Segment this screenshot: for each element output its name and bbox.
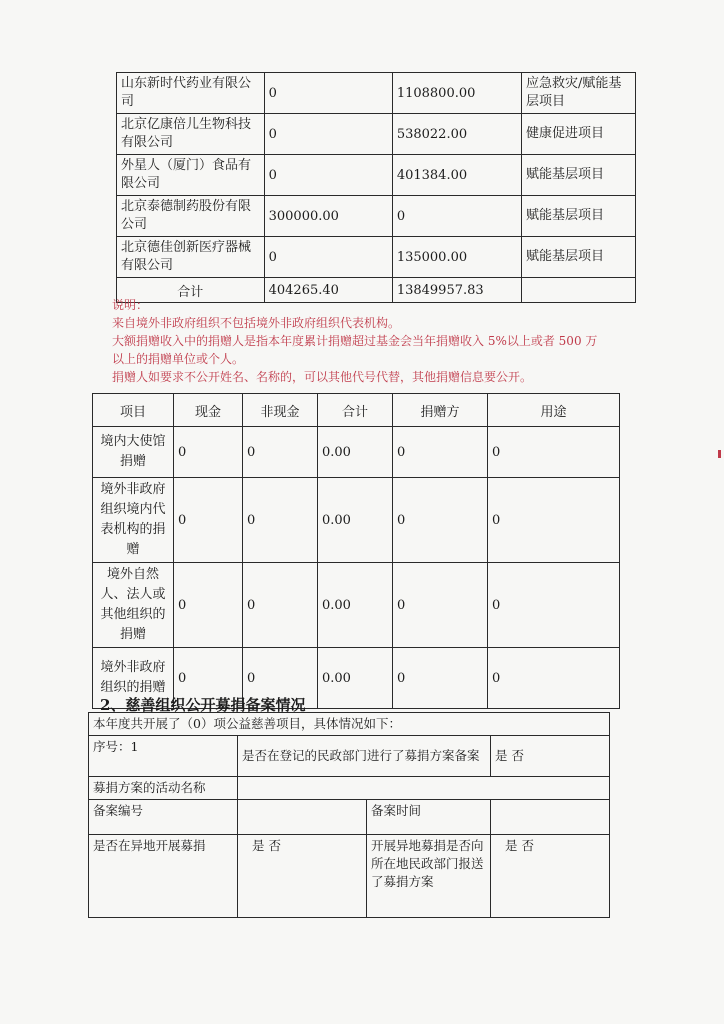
offsite-yes-no: 是 否 xyxy=(238,835,367,918)
cell-noncash: 0 xyxy=(243,478,318,563)
major-donor-table xyxy=(116,72,636,303)
filing-time-value xyxy=(491,800,610,835)
cell-label: 境外自然人、法人或其他组织的捐赠 xyxy=(93,563,174,648)
cell-noncash: 0 xyxy=(243,427,318,478)
cell-total: 0.00 xyxy=(318,648,393,709)
cell-purpose: 0 xyxy=(488,563,620,648)
section-title: 2、慈善组织公开募捐备案情况 xyxy=(100,696,306,714)
cell-donor: 0 xyxy=(393,478,488,563)
table-row xyxy=(117,155,636,196)
cell-purpose: 0 xyxy=(488,478,620,563)
cell-cash: 300000.00 xyxy=(264,196,392,237)
cell-noncash: 0 xyxy=(243,563,318,648)
note-line: 大额捐赠收入中的捐赠人是指本年度累计捐赠超过基金会当年捐赠收入 5%以上或者 500 万 xyxy=(112,334,598,348)
fundraising-filing-table xyxy=(88,712,610,918)
note-line: 捐赠人如要求不公开姓名、名称的，可以其他代号代替，其他捐赠信息要公开。 xyxy=(112,370,533,384)
table-row xyxy=(93,427,620,478)
cell-cash: 0 xyxy=(264,114,392,155)
cell-name: 北京德佳创新医疗器械有限公司 xyxy=(117,237,265,278)
offsite-report-label: 开展异地募捐是否向所在地民政部门报送了募捐方案 xyxy=(367,835,491,918)
cell-name: 山东新时代药业有限公司 xyxy=(117,73,265,114)
cell-purpose: 0 xyxy=(488,648,620,709)
note-line: 以上的捐赠单位或个人。 xyxy=(112,352,245,366)
cell-donor: 0 xyxy=(393,427,488,478)
notes-block xyxy=(112,296,632,386)
cell-donor: 0 xyxy=(393,648,488,709)
header-cell: 捐赠方 xyxy=(393,394,488,427)
cell-noncash: 401384.00 xyxy=(392,155,521,196)
header-cell: 现金 xyxy=(174,394,243,427)
total-cash: 404265.40 xyxy=(264,278,392,303)
cell-total: 0.00 xyxy=(318,427,393,478)
cell-name: 外星人（厦门）食品有限公司 xyxy=(117,155,265,196)
note-line: 来自境外非政府组织不包括境外非政府组织代表机构。 xyxy=(112,316,401,330)
offsite-report-yes-no: 是 否 xyxy=(491,835,610,918)
table-row xyxy=(117,196,636,237)
cell-name: 北京泰德制药股份有限公司 xyxy=(117,196,265,237)
table-row xyxy=(93,563,620,648)
cell-cash: 0 xyxy=(174,648,243,709)
cell-purpose: 赋能基层项目 xyxy=(521,155,635,196)
header-cell: 用途 xyxy=(488,394,620,427)
yes-no-cell: 是 否 xyxy=(491,736,610,777)
cell-label: 境外非政府组织境内代表机构的捐赠 xyxy=(93,478,174,563)
cell-cash: 0 xyxy=(174,478,243,563)
filed-question-cell: 是否在登记的民政部门进行了募捐方案备案 xyxy=(238,736,491,777)
table-row xyxy=(117,237,636,278)
header-cell: 合计 xyxy=(318,394,393,427)
filing-no-value xyxy=(238,800,367,835)
header-cell: 项目 xyxy=(93,394,174,427)
cell-purpose: 健康促进项目 xyxy=(521,114,635,155)
total-noncash: 13849957.83 xyxy=(392,278,521,303)
header-cell: 非现金 xyxy=(243,394,318,427)
table-row xyxy=(93,478,620,563)
activity-name-value xyxy=(238,777,610,800)
cell-cash: 0 xyxy=(174,563,243,648)
cell-purpose: 应急救灾/赋能基层项目 xyxy=(521,73,635,114)
cell-cash: 0 xyxy=(264,155,392,196)
table-row xyxy=(117,73,636,114)
cell-cash: 0 xyxy=(264,73,392,114)
cell-total: 0.00 xyxy=(318,478,393,563)
cell-cash: 0 xyxy=(264,237,392,278)
filing-no-label: 备案编号 xyxy=(89,800,238,835)
cell-label: 境外非政府组织的捐赠 xyxy=(93,648,174,709)
margin-mark xyxy=(718,450,721,458)
cell-noncash: 0 xyxy=(392,196,521,237)
table-row xyxy=(117,114,636,155)
filing-time-label: 备案时间 xyxy=(367,800,491,835)
intro-cell: 本年度共开展了（0）项公益慈善项目，具体情况如下： xyxy=(89,713,610,736)
cell-total: 0.00 xyxy=(318,563,393,648)
foreign-donation-table xyxy=(92,393,620,709)
cell-noncash: 1108800.00 xyxy=(392,73,521,114)
cell-cash: 0 xyxy=(174,427,243,478)
table-header-row xyxy=(93,394,620,427)
cell-noncash: 538022.00 xyxy=(392,114,521,155)
note-line: 说明： xyxy=(112,298,149,312)
cell-noncash: 135000.00 xyxy=(392,237,521,278)
cell-purpose: 赋能基层项目 xyxy=(521,237,635,278)
cell-name: 北京亿康倍儿生物科技有限公司 xyxy=(117,114,265,155)
cell-purpose: 赋能基层项目 xyxy=(521,196,635,237)
activity-name-label: 募捐方案的活动名称 xyxy=(89,777,238,800)
offsite-label: 是否在异地开展募捐 xyxy=(89,835,238,918)
cell-purpose: 0 xyxy=(488,427,620,478)
cell-label: 境内大使馆捐赠 xyxy=(93,427,174,478)
cell-donor: 0 xyxy=(393,563,488,648)
total-label: 合计 xyxy=(117,278,265,303)
cell-noncash: 0 xyxy=(243,648,318,709)
seq-cell: 序号：1 xyxy=(89,736,238,777)
